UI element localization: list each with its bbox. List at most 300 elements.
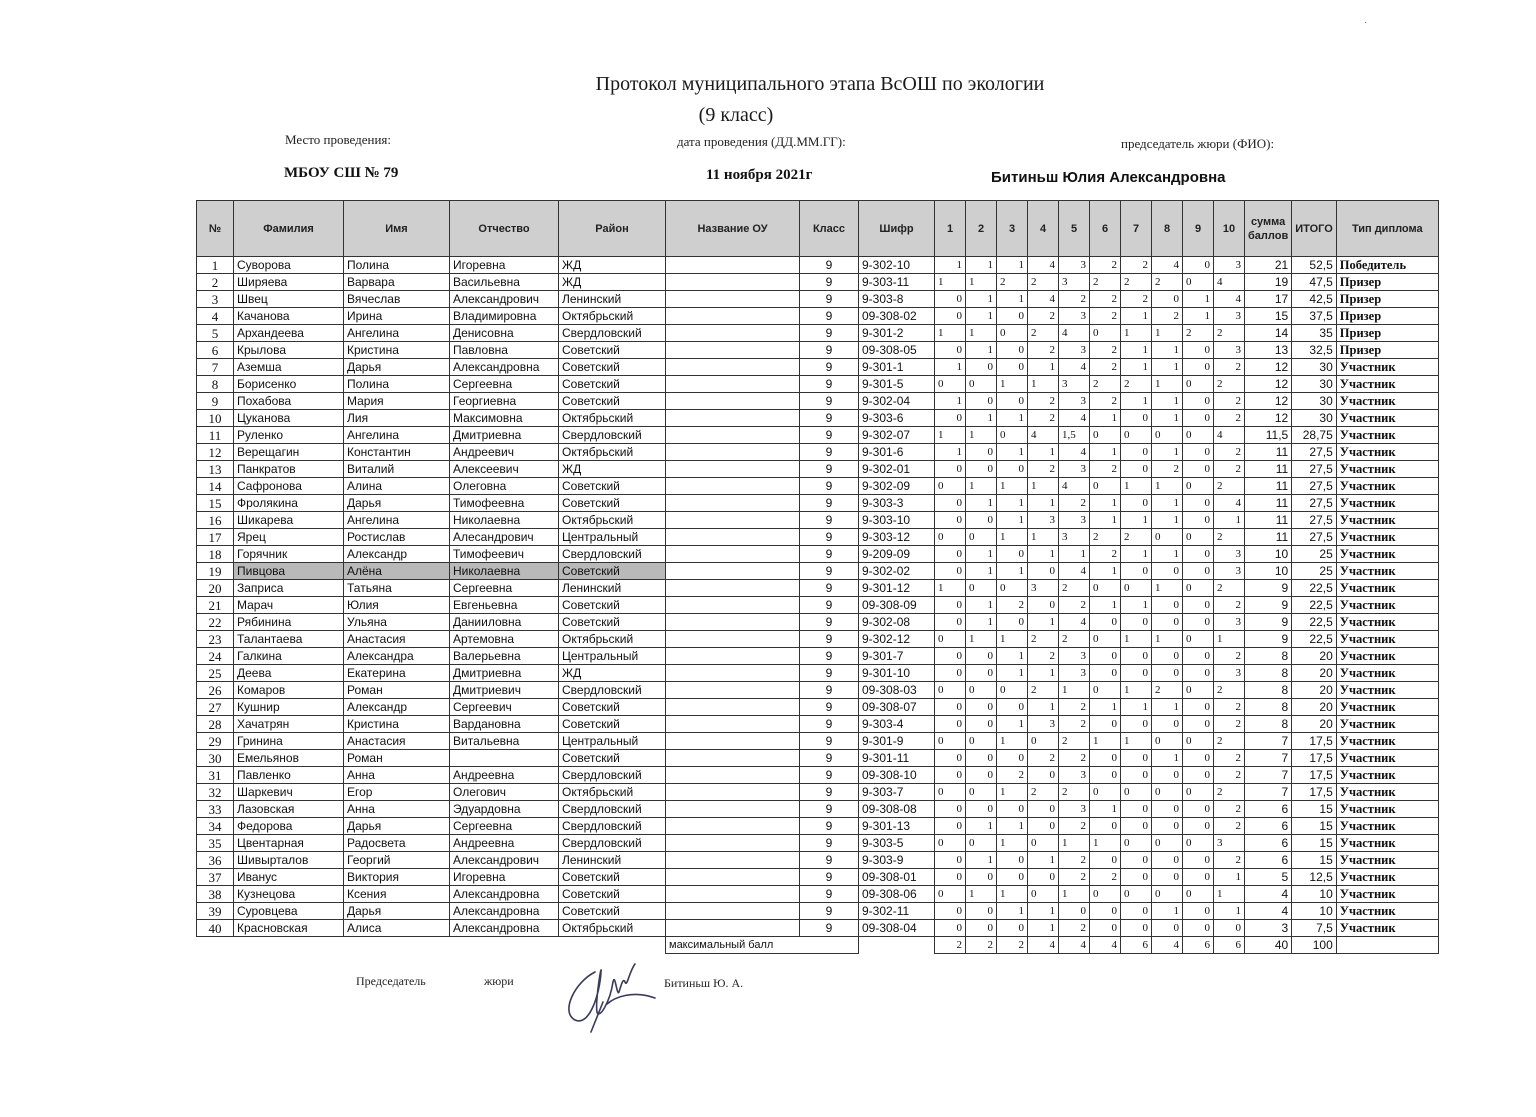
table-cell: 27,5 xyxy=(1292,529,1337,546)
table-cell: 0 xyxy=(1183,359,1214,376)
table-cell: Ирина xyxy=(344,308,450,325)
table-cell: Участник xyxy=(1336,444,1438,461)
table-row xyxy=(197,682,1439,699)
table-cell: Данииловна xyxy=(450,614,559,631)
table-cell xyxy=(666,818,800,835)
table-cell: 1 xyxy=(1152,512,1183,529)
table-cell: 0 xyxy=(1183,444,1214,461)
table-cell: 0 xyxy=(997,869,1028,886)
table-cell: 22,5 xyxy=(1292,580,1337,597)
table-cell: Руленко xyxy=(234,427,344,444)
table-cell: 1 xyxy=(1152,393,1183,410)
footer-chair-name: Битиньш Ю. А. xyxy=(664,976,744,990)
table-cell: Ярец xyxy=(234,529,344,546)
table-cell: 2 xyxy=(1214,597,1245,614)
table-cell: 4 xyxy=(1245,903,1292,920)
table-cell: Деева xyxy=(234,665,344,682)
table-cell: 0 xyxy=(1121,818,1152,835)
table-cell: 0 xyxy=(997,546,1028,563)
table-cell: Александр xyxy=(344,699,450,716)
table-cell: Сергеевна xyxy=(450,580,559,597)
table-cell: Участник xyxy=(1336,767,1438,784)
table-cell xyxy=(666,835,800,852)
table-cell: 2 xyxy=(1214,325,1245,342)
table-cell: 0 xyxy=(1059,903,1090,920)
table-cell: 09-308-10 xyxy=(859,767,935,784)
max-score-cell: 4 xyxy=(1090,937,1121,954)
table-cell: 12 xyxy=(1245,359,1292,376)
table-cell: 15 xyxy=(1292,818,1337,835)
table-cell: 17 xyxy=(1245,291,1292,308)
table-row xyxy=(197,546,1439,563)
table-cell: 47,5 xyxy=(1292,274,1337,291)
table-cell: 1 xyxy=(997,835,1028,852)
table-cell: 32,5 xyxy=(1292,342,1337,359)
table-cell: Участник xyxy=(1336,716,1438,733)
table-cell: 22,5 xyxy=(1292,614,1337,631)
table-cell: 11 xyxy=(1245,512,1292,529)
table-cell: 2 xyxy=(1059,733,1090,750)
table-cell: 1 xyxy=(997,529,1028,546)
max-score-cell: 4 xyxy=(1152,937,1183,954)
table-cell xyxy=(666,529,800,546)
table-cell: 1 xyxy=(966,427,997,444)
table-cell: Ангелина xyxy=(344,427,450,444)
table-cell: 0 xyxy=(1183,903,1214,920)
table-cell: 15 xyxy=(1292,852,1337,869)
table-cell: 9-303-9 xyxy=(859,852,935,869)
table-cell: 9 xyxy=(800,886,859,903)
table-cell xyxy=(666,325,800,342)
table-cell: 8 xyxy=(1245,699,1292,716)
table-cell: 1 xyxy=(1152,444,1183,461)
table-cell: Анастасия xyxy=(344,733,450,750)
table-cell: Участник xyxy=(1336,665,1438,682)
table-cell: 0 xyxy=(1152,784,1183,801)
table-cell: 0 xyxy=(1183,478,1214,495)
max-score-cell: 4 xyxy=(1059,937,1090,954)
table-cell: 3 xyxy=(1059,801,1090,818)
table-cell: 0 xyxy=(966,682,997,699)
table-cell xyxy=(666,359,800,376)
table-cell: 4 xyxy=(1152,257,1183,274)
table-cell xyxy=(666,563,800,580)
table-cell: Татьяна xyxy=(344,580,450,597)
table-cell: 0 xyxy=(966,580,997,597)
table-cell: 0 xyxy=(1183,665,1214,682)
table-cell: 0 xyxy=(1090,631,1121,648)
table-cell xyxy=(666,699,800,716)
table-cell: 1 xyxy=(966,342,997,359)
table-cell: Емельянов xyxy=(234,750,344,767)
table-cell: 0 xyxy=(1183,410,1214,427)
table-cell: 0 xyxy=(1183,257,1214,274)
table-cell: 0 xyxy=(1183,648,1214,665)
table-cell: 9-302-01 xyxy=(859,461,935,478)
table-cell: Георгиевна xyxy=(450,393,559,410)
table-cell: 52,5 xyxy=(1292,257,1337,274)
table-cell: 2 xyxy=(1028,342,1059,359)
table-cell: 14 xyxy=(1245,325,1292,342)
table-cell: 9 xyxy=(1245,614,1292,631)
table-cell: 2 xyxy=(197,274,234,291)
table-cell: 9 xyxy=(800,869,859,886)
table-cell: Талантаева xyxy=(234,631,344,648)
table-cell: 4 xyxy=(1059,325,1090,342)
table-cell: Заприса xyxy=(234,580,344,597)
table-cell: 13 xyxy=(1245,342,1292,359)
table-cell: 1 xyxy=(997,631,1028,648)
table-cell: 09-308-08 xyxy=(859,801,935,818)
table-cell: 30 xyxy=(1292,393,1337,410)
table-cell: 2 xyxy=(1214,444,1245,461)
table-cell: 0 xyxy=(966,920,997,937)
table-cell xyxy=(666,750,800,767)
column-header: 2 xyxy=(966,201,997,257)
table-cell: 1 xyxy=(1214,903,1245,920)
table-cell: Суровцева xyxy=(234,903,344,920)
table-cell: 0 xyxy=(1183,529,1214,546)
table-cell: 12,5 xyxy=(1292,869,1337,886)
table-row xyxy=(197,495,1439,512)
table-cell: 33 xyxy=(197,801,234,818)
table-cell: 0 xyxy=(1152,427,1183,444)
table-cell: Юлия xyxy=(344,597,450,614)
scan-mark: · xyxy=(1364,17,1368,28)
table-cell: 1 xyxy=(1028,852,1059,869)
table-cell: 2 xyxy=(1214,359,1245,376)
table-cell: 0 xyxy=(1152,869,1183,886)
table-cell: 0 xyxy=(1090,580,1121,597)
table-cell: 1 xyxy=(1090,444,1121,461)
table-cell: 9-303-11 xyxy=(859,274,935,291)
table-cell: Константин xyxy=(344,444,450,461)
table-cell: Участник xyxy=(1336,410,1438,427)
table-cell: 0 xyxy=(966,648,997,665)
table-cell: 0 xyxy=(1183,682,1214,699)
table-cell: 0 xyxy=(1152,767,1183,784)
table-cell: 1 xyxy=(966,410,997,427)
table-cell: 9 xyxy=(800,393,859,410)
table-cell: 0 xyxy=(935,733,966,750)
date-value: 11 ноября 2021г xyxy=(706,167,813,183)
table-cell xyxy=(666,903,800,920)
table-cell: 9-301-1 xyxy=(859,359,935,376)
table-cell: 9 xyxy=(800,325,859,342)
table-cell: 0 xyxy=(1090,665,1121,682)
table-cell: Свердловский xyxy=(559,546,666,563)
table-cell: 1 xyxy=(1028,495,1059,512)
table-cell: 9 xyxy=(800,699,859,716)
table-cell: 1 xyxy=(1028,903,1059,920)
table-cell: 2 xyxy=(1214,393,1245,410)
table-row xyxy=(197,359,1439,376)
table-cell: 1 xyxy=(1121,699,1152,716)
table-cell: Участник xyxy=(1336,869,1438,886)
table-cell: 0 xyxy=(1028,835,1059,852)
table-cell: 0 xyxy=(1183,376,1214,393)
table-row xyxy=(197,342,1439,359)
table-cell: Евгеньевна xyxy=(450,597,559,614)
table-cell: 1 xyxy=(1090,512,1121,529)
table-cell: Александрович xyxy=(450,291,559,308)
table-cell: 0 xyxy=(935,869,966,886)
table-cell: 7 xyxy=(197,359,234,376)
table-cell: Анна xyxy=(344,801,450,818)
table-cell: 1 xyxy=(1152,546,1183,563)
table-cell: 9-301-11 xyxy=(859,750,935,767)
table-row xyxy=(197,767,1439,784)
table-cell: 9-301-13 xyxy=(859,818,935,835)
max-score-row xyxy=(197,937,1439,954)
table-cell: 38 xyxy=(197,886,234,903)
table-cell: 0 xyxy=(1152,886,1183,903)
table-cell: Центральный xyxy=(559,733,666,750)
table-cell: 2 xyxy=(1214,784,1245,801)
table-cell: 9 xyxy=(800,767,859,784)
table-cell: 1 xyxy=(1028,359,1059,376)
table-cell: Сергеевна xyxy=(450,376,559,393)
table-cell: 9 xyxy=(800,529,859,546)
table-cell: 9-301-9 xyxy=(859,733,935,750)
table-cell xyxy=(666,784,800,801)
table-cell: 0 xyxy=(1121,886,1152,903)
table-cell: Советский xyxy=(559,359,666,376)
table-cell: 21 xyxy=(1245,257,1292,274)
table-cell: Александровна xyxy=(450,920,559,937)
table-cell: Советский xyxy=(559,376,666,393)
table-cell: 32 xyxy=(197,784,234,801)
table-cell: Полина xyxy=(344,376,450,393)
table-cell: 9-303-5 xyxy=(859,835,935,852)
table-cell: 5 xyxy=(1245,869,1292,886)
table-cell: 4 xyxy=(1214,291,1245,308)
table-cell: 1 xyxy=(935,257,966,274)
table-cell: 2 xyxy=(1059,291,1090,308)
table-cell: 1 xyxy=(1090,835,1121,852)
table-cell xyxy=(666,767,800,784)
table-cell: 1 xyxy=(935,580,966,597)
table-cell: 9-303-7 xyxy=(859,784,935,801)
table-cell: Дмитриевич xyxy=(450,682,559,699)
table-cell: Призер xyxy=(1336,291,1438,308)
table-cell: 4 xyxy=(1059,359,1090,376)
table-row xyxy=(197,410,1439,427)
table-cell: 9 xyxy=(800,716,859,733)
table-cell: 3 xyxy=(1214,308,1245,325)
table-cell: Свердловский xyxy=(559,767,666,784)
table-cell: Дарья xyxy=(344,495,450,512)
table-cell: 2 xyxy=(1028,325,1059,342)
table-cell: 0 xyxy=(1090,614,1121,631)
footer-jury-label: жюри xyxy=(484,974,514,988)
max-sum-cell: 40 xyxy=(1245,937,1292,954)
table-cell: 9-303-3 xyxy=(859,495,935,512)
table-cell: 1 xyxy=(1121,342,1152,359)
table-cell: 0 xyxy=(935,699,966,716)
table-cell: 0 xyxy=(935,648,966,665)
table-cell: 0 xyxy=(1028,818,1059,835)
table-cell: Ангелина xyxy=(344,512,450,529)
table-cell: 6 xyxy=(1245,801,1292,818)
table-cell: 9-302-12 xyxy=(859,631,935,648)
table-cell: 1 xyxy=(1183,308,1214,325)
table-cell: 0 xyxy=(1121,444,1152,461)
table-row xyxy=(197,903,1439,920)
table-cell: 0 xyxy=(966,699,997,716)
table-cell: 0 xyxy=(935,495,966,512)
table-cell: 1 xyxy=(997,444,1028,461)
table-cell: 3 xyxy=(1214,563,1245,580)
table-cell: Участник xyxy=(1336,920,1438,937)
table-cell: 1,5 xyxy=(1059,427,1090,444)
table-cell: 2 xyxy=(1059,750,1090,767)
table-cell: Пивцова xyxy=(234,563,344,580)
table-cell: Вардановна xyxy=(450,716,559,733)
table-cell: Шикарева xyxy=(234,512,344,529)
table-cell: 2 xyxy=(1214,716,1245,733)
table-cell: Полина xyxy=(344,257,450,274)
table-cell: 0 xyxy=(935,818,966,835)
table-cell: 9-302-07 xyxy=(859,427,935,444)
table-cell: 1 xyxy=(1121,597,1152,614)
table-cell: Участник xyxy=(1336,546,1438,563)
table-cell: 0 xyxy=(1121,835,1152,852)
table-cell: 1 xyxy=(997,495,1028,512)
table-cell: Борисенко xyxy=(234,376,344,393)
table-cell: Алексеевич xyxy=(450,461,559,478)
table-cell: 1 xyxy=(997,648,1028,665)
table-cell: 11 xyxy=(197,427,234,444)
table-cell: 0 xyxy=(997,342,1028,359)
column-header: Шифр xyxy=(859,201,935,257)
table-cell: 1 xyxy=(935,444,966,461)
table-cell: 2 xyxy=(1090,546,1121,563)
table-cell: 1 xyxy=(1059,835,1090,852)
table-cell: 0 xyxy=(1028,801,1059,818)
table-cell: 0 xyxy=(1121,750,1152,767)
table-cell: 0 xyxy=(935,597,966,614)
table-cell: 9 xyxy=(1245,597,1292,614)
table-cell: 6 xyxy=(1245,835,1292,852)
table-cell: 3 xyxy=(1059,461,1090,478)
table-cell: 0 xyxy=(966,801,997,818)
table-cell: 7,5 xyxy=(1292,920,1337,937)
table-cell: 28 xyxy=(197,716,234,733)
table-cell: 0 xyxy=(1121,665,1152,682)
table-cell: Фролякина xyxy=(234,495,344,512)
table-cell: 0 xyxy=(935,410,966,427)
table-cell: Швец xyxy=(234,291,344,308)
max-score-cell: 2 xyxy=(997,937,1028,954)
table-cell: 0 xyxy=(966,393,997,410)
table-cell: 11 xyxy=(1245,444,1292,461)
table-cell: 9 xyxy=(800,801,859,818)
table-cell: Витальевна xyxy=(450,733,559,750)
table-cell: 0 xyxy=(1152,614,1183,631)
table-cell: 0 xyxy=(966,529,997,546)
table-cell: Ксения xyxy=(344,886,450,903)
table-row xyxy=(197,308,1439,325)
table-cell: 9 xyxy=(800,291,859,308)
table-row xyxy=(197,733,1439,750)
table-cell: 11 xyxy=(1245,495,1292,512)
table-cell: 0 xyxy=(1152,291,1183,308)
table-cell xyxy=(666,376,800,393)
table-cell: Участник xyxy=(1336,784,1438,801)
table-cell: 0 xyxy=(1090,852,1121,869)
table-cell: 0 xyxy=(966,869,997,886)
table-cell: 9 xyxy=(800,274,859,291)
table-row xyxy=(197,461,1439,478)
table-cell: 0 xyxy=(1121,648,1152,665)
table-cell: 1 xyxy=(1028,920,1059,937)
table-cell: 1 xyxy=(1152,495,1183,512)
table-cell: Панкратов xyxy=(234,461,344,478)
table-cell: Октябрьский xyxy=(559,784,666,801)
table-cell xyxy=(666,444,800,461)
table-cell: 0 xyxy=(1090,325,1121,342)
table-cell: 3 xyxy=(1214,614,1245,631)
table-cell: 0 xyxy=(935,614,966,631)
table-cell: 0 xyxy=(935,291,966,308)
table-cell: 9 xyxy=(800,257,859,274)
table-cell xyxy=(666,733,800,750)
table-cell: 9 xyxy=(800,903,859,920)
table-cell xyxy=(666,801,800,818)
table-cell: 1 xyxy=(1028,478,1059,495)
table-cell: 9 xyxy=(197,393,234,410)
table-cell: 0 xyxy=(1090,427,1121,444)
table-cell: Аземша xyxy=(234,359,344,376)
table-cell: 09-308-01 xyxy=(859,869,935,886)
table-cell: Советский xyxy=(559,750,666,767)
table-cell: 9-303-10 xyxy=(859,512,935,529)
table-cell: 13 xyxy=(197,461,234,478)
table-cell: Ширяева xyxy=(234,274,344,291)
table-cell: 7 xyxy=(1245,750,1292,767)
date-label: дата проведения (ДД.ММ.ГГ): xyxy=(677,134,846,149)
table-row xyxy=(197,478,1439,495)
table-cell: Участник xyxy=(1336,801,1438,818)
table-cell: Участник xyxy=(1336,852,1438,869)
table-cell: 4 xyxy=(1245,886,1292,903)
table-cell: 9-302-10 xyxy=(859,257,935,274)
table-cell: 0 xyxy=(1183,852,1214,869)
table-cell: Олегович xyxy=(450,784,559,801)
table-row xyxy=(197,818,1439,835)
table-cell: 2 xyxy=(1152,308,1183,325)
table-cell: Шаркевич xyxy=(234,784,344,801)
table-cell: 42,5 xyxy=(1292,291,1337,308)
table-cell: 4 xyxy=(1028,427,1059,444)
table-cell: Андреевна xyxy=(450,767,559,784)
table-cell: 36 xyxy=(197,852,234,869)
column-header: сумма баллов xyxy=(1245,201,1292,257)
table-cell: 17 xyxy=(197,529,234,546)
table-cell: Крылова xyxy=(234,342,344,359)
table-cell: 2 xyxy=(1121,291,1152,308)
table-cell: Участник xyxy=(1336,495,1438,512)
table-cell: 14 xyxy=(197,478,234,495)
table-row xyxy=(197,716,1439,733)
table-cell: 0 xyxy=(997,614,1028,631)
table-cell: 19 xyxy=(197,563,234,580)
table-cell: 2 xyxy=(1152,682,1183,699)
table-cell: 2 xyxy=(1214,818,1245,835)
table-cell: 1 xyxy=(966,308,997,325)
table-cell: Участник xyxy=(1336,529,1438,546)
